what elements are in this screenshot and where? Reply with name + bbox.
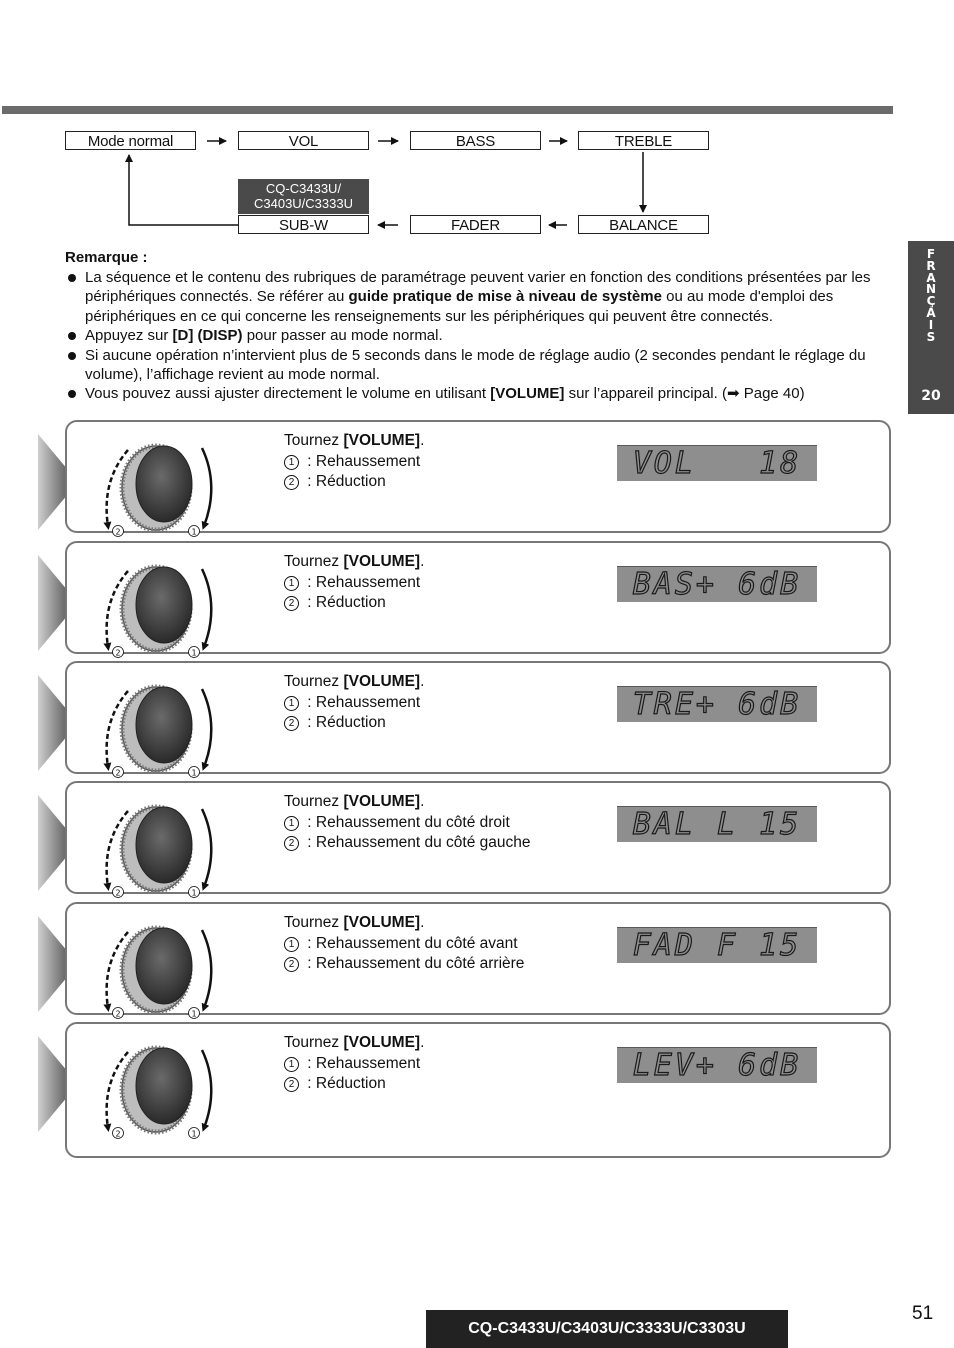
note-item bbox=[65, 268, 880, 326]
circled-one-icon: 1 bbox=[284, 455, 299, 470]
step-instructions bbox=[284, 913, 524, 975]
volume-knob-icon bbox=[98, 799, 218, 899]
direction-text: Rehaussement du côté gauche bbox=[315, 834, 531, 851]
svg-text:1: 1 bbox=[191, 768, 197, 778]
model-note-line1: CQ-C3433U/ bbox=[265, 181, 342, 196]
flow-balance: BALANCE bbox=[578, 215, 709, 234]
circled-two-icon: 2 bbox=[284, 716, 299, 731]
footer-model-numbers: CQ-C3433U/C3403U/C3333U/C3303U bbox=[426, 1310, 788, 1348]
direction-text: Rehaussement bbox=[315, 452, 421, 470]
direction-line bbox=[284, 452, 424, 473]
volume-key-label: [VOLUME] bbox=[343, 553, 421, 570]
language-letters bbox=[908, 249, 954, 343]
separator: : bbox=[303, 573, 316, 591]
instruction-text: . bbox=[420, 793, 425, 810]
direction-line bbox=[284, 813, 531, 834]
direction-text: Rehaussement du côté arrière bbox=[315, 955, 525, 972]
separator: : bbox=[303, 934, 316, 952]
volume-key-label: [VOLUME] bbox=[343, 432, 421, 449]
note-emphasis: [D] (DISP) bbox=[172, 327, 243, 345]
direction-text: Rehaussement bbox=[315, 693, 421, 711]
svg-text:2: 2 bbox=[115, 888, 121, 898]
instruction-text: Tournez bbox=[284, 914, 344, 931]
volume-knob-icon bbox=[98, 559, 218, 659]
direction-text: Rehaussement bbox=[315, 573, 421, 591]
svg-text:2: 2 bbox=[115, 648, 121, 658]
lcd-display-text: BAS+ 6dB bbox=[632, 567, 802, 602]
direction-text: Rehaussement du côté droit bbox=[315, 813, 510, 831]
instruction-line bbox=[284, 672, 424, 693]
direction-line bbox=[284, 954, 524, 975]
circled-two-icon: 2 bbox=[284, 1077, 299, 1092]
circled-one-icon: 1 bbox=[284, 576, 299, 591]
svg-text:1: 1 bbox=[191, 648, 197, 658]
note-emphasis: [VOLUME] bbox=[490, 385, 565, 403]
lcd-display bbox=[617, 445, 817, 481]
lcd-display-text: VOL 18 bbox=[632, 446, 802, 481]
lang-letter: S bbox=[926, 329, 936, 344]
circled-one-icon: 1 bbox=[284, 1057, 299, 1072]
volume-key-label: [VOLUME] bbox=[343, 914, 421, 931]
direction-line bbox=[284, 934, 524, 955]
separator: : bbox=[303, 714, 316, 731]
model-note-line2: C3403U/C3333U bbox=[253, 196, 353, 211]
note-emphasis: guide pratique de mise à niveau de système bbox=[348, 288, 662, 306]
separator: : bbox=[303, 955, 316, 972]
separator: : bbox=[303, 594, 316, 611]
svg-text:1: 1 bbox=[191, 1009, 197, 1019]
separator: : bbox=[303, 834, 316, 851]
svg-text:2: 2 bbox=[115, 1009, 121, 1019]
svg-text:1: 1 bbox=[191, 1129, 197, 1139]
direction-line bbox=[284, 693, 424, 714]
svg-text:1: 1 bbox=[191, 888, 197, 898]
instruction-line bbox=[284, 1033, 424, 1054]
lang-letter: N bbox=[925, 282, 937, 297]
separator: : bbox=[303, 473, 316, 490]
separator: : bbox=[303, 693, 316, 711]
step-instructions bbox=[284, 1033, 424, 1095]
instruction-line bbox=[284, 913, 524, 934]
instruction-text: . bbox=[420, 1034, 425, 1051]
instruction-line bbox=[284, 431, 424, 452]
instruction-text: Tournez bbox=[284, 1034, 344, 1051]
separator: : bbox=[303, 1054, 316, 1072]
note-text: pour passer au mode normal. bbox=[242, 327, 443, 345]
page-ref-arrow-icon: ➡ bbox=[726, 385, 740, 403]
volume-knob-icon bbox=[98, 438, 218, 538]
instruction-text: Tournez bbox=[284, 673, 344, 690]
language-side-tab bbox=[908, 241, 954, 414]
direction-text: Rehaussement du côté avant bbox=[315, 934, 518, 952]
direction-line bbox=[284, 1074, 424, 1095]
volume-knob-icon bbox=[98, 920, 218, 1020]
direction-text: Réduction bbox=[315, 1075, 386, 1092]
svg-text:2: 2 bbox=[115, 527, 121, 537]
circled-one-icon: 1 bbox=[284, 937, 299, 952]
note-text: Page 40) bbox=[739, 385, 805, 403]
lang-letter: Ç bbox=[926, 294, 936, 309]
step-instructions bbox=[284, 431, 424, 493]
direction-line bbox=[284, 593, 424, 614]
separator: : bbox=[303, 452, 316, 470]
instruction-text: Tournez bbox=[284, 553, 344, 570]
lang-letter: A bbox=[926, 270, 936, 285]
lcd-display bbox=[617, 927, 817, 963]
direction-line bbox=[284, 1054, 424, 1075]
direction-line bbox=[284, 713, 424, 734]
lcd-display-text: LEV+ 6dB bbox=[632, 1048, 802, 1083]
instruction-text: . bbox=[420, 553, 425, 570]
instruction-text: . bbox=[420, 432, 425, 449]
instruction-line bbox=[284, 792, 531, 813]
svg-text:1: 1 bbox=[191, 527, 197, 537]
direction-text: Réduction bbox=[315, 714, 386, 731]
direction-line bbox=[284, 573, 424, 594]
lang-letter: I bbox=[928, 317, 934, 332]
lang-letter: F bbox=[926, 247, 936, 261]
section-page-number: 20 bbox=[921, 388, 941, 404]
page-number: 51 bbox=[912, 1303, 934, 1324]
lcd-display-text: FAD F 15 bbox=[632, 928, 802, 963]
step-instructions bbox=[284, 552, 424, 614]
note-text: Si aucune opération n’intervient plus de 5 seconds dans le mode de réglage audio (2 secondes pendant le réglage du volume), l’affichage revient au mode normal. bbox=[85, 346, 866, 384]
note-item bbox=[65, 346, 880, 385]
instruction-text: Tournez bbox=[284, 793, 344, 810]
lcd-display bbox=[617, 1047, 817, 1083]
circled-one-icon: 1 bbox=[284, 816, 299, 831]
lcd-display-text: BAL L 15 bbox=[632, 807, 802, 842]
step-instructions bbox=[284, 672, 424, 734]
svg-text:2: 2 bbox=[115, 768, 121, 778]
volume-knob-icon bbox=[98, 1040, 218, 1140]
flow-bass: BASS bbox=[410, 131, 541, 150]
instruction-text: . bbox=[420, 673, 425, 690]
lang-letter: R bbox=[926, 258, 936, 273]
circled-one-icon: 1 bbox=[284, 696, 299, 711]
flow-subw: SUB-W bbox=[238, 215, 369, 234]
lcd-display bbox=[617, 806, 817, 842]
separator: : bbox=[303, 813, 316, 831]
instruction-text: Tournez bbox=[284, 432, 344, 449]
note-item bbox=[65, 326, 880, 345]
circled-two-icon: 2 bbox=[284, 475, 299, 490]
direction-line bbox=[284, 833, 531, 854]
circled-two-icon: 2 bbox=[284, 957, 299, 972]
step-instructions bbox=[284, 792, 531, 854]
lcd-display-text: TRE+ 6dB bbox=[632, 687, 802, 722]
remarque-notes bbox=[65, 268, 880, 404]
flow-fader: FADER bbox=[410, 215, 541, 234]
circled-two-icon: 2 bbox=[284, 836, 299, 851]
note-item bbox=[65, 384, 880, 403]
direction-text: Rehaussement bbox=[315, 1054, 421, 1072]
note-text: Vous pouvez aussi ajuster directement le volume en utilisant bbox=[85, 385, 491, 403]
separator: : bbox=[303, 1075, 316, 1092]
instruction-text: . bbox=[420, 914, 425, 931]
flow-treble: TREBLE bbox=[578, 131, 709, 150]
direction-text: Réduction bbox=[315, 594, 386, 611]
flow-vol: VOL bbox=[238, 131, 369, 150]
direction-text: Réduction bbox=[315, 473, 386, 490]
lang-letter: A bbox=[926, 305, 936, 320]
note-text: sur l’appareil principal. ( bbox=[564, 385, 727, 403]
flow-model-note bbox=[238, 179, 369, 214]
note-text: Appuyez sur bbox=[85, 327, 173, 345]
svg-text:2: 2 bbox=[115, 1129, 121, 1139]
volume-key-label: [VOLUME] bbox=[343, 1034, 421, 1051]
remarque-title: Remarque : bbox=[65, 249, 148, 266]
lcd-display bbox=[617, 686, 817, 722]
flow-mode-normal: Mode normal bbox=[65, 131, 196, 150]
volume-key-label: [VOLUME] bbox=[343, 673, 421, 690]
direction-line bbox=[284, 472, 424, 493]
volume-key-label: [VOLUME] bbox=[343, 793, 421, 810]
lcd-display bbox=[617, 566, 817, 602]
note-text: ou au mode d'emploi des périphériques en ce qui concerne les renseignements sur les périphériques qui peuvent être connectés. bbox=[85, 288, 834, 325]
circled-two-icon: 2 bbox=[284, 596, 299, 611]
instruction-line bbox=[284, 552, 424, 573]
volume-knob-icon bbox=[98, 679, 218, 779]
note-text: La séquence et le contenu des rubriques de paramétrage peuvent varier en fonction des conditions présentées par les périphériques connectés. Se référer au bbox=[85, 269, 871, 306]
